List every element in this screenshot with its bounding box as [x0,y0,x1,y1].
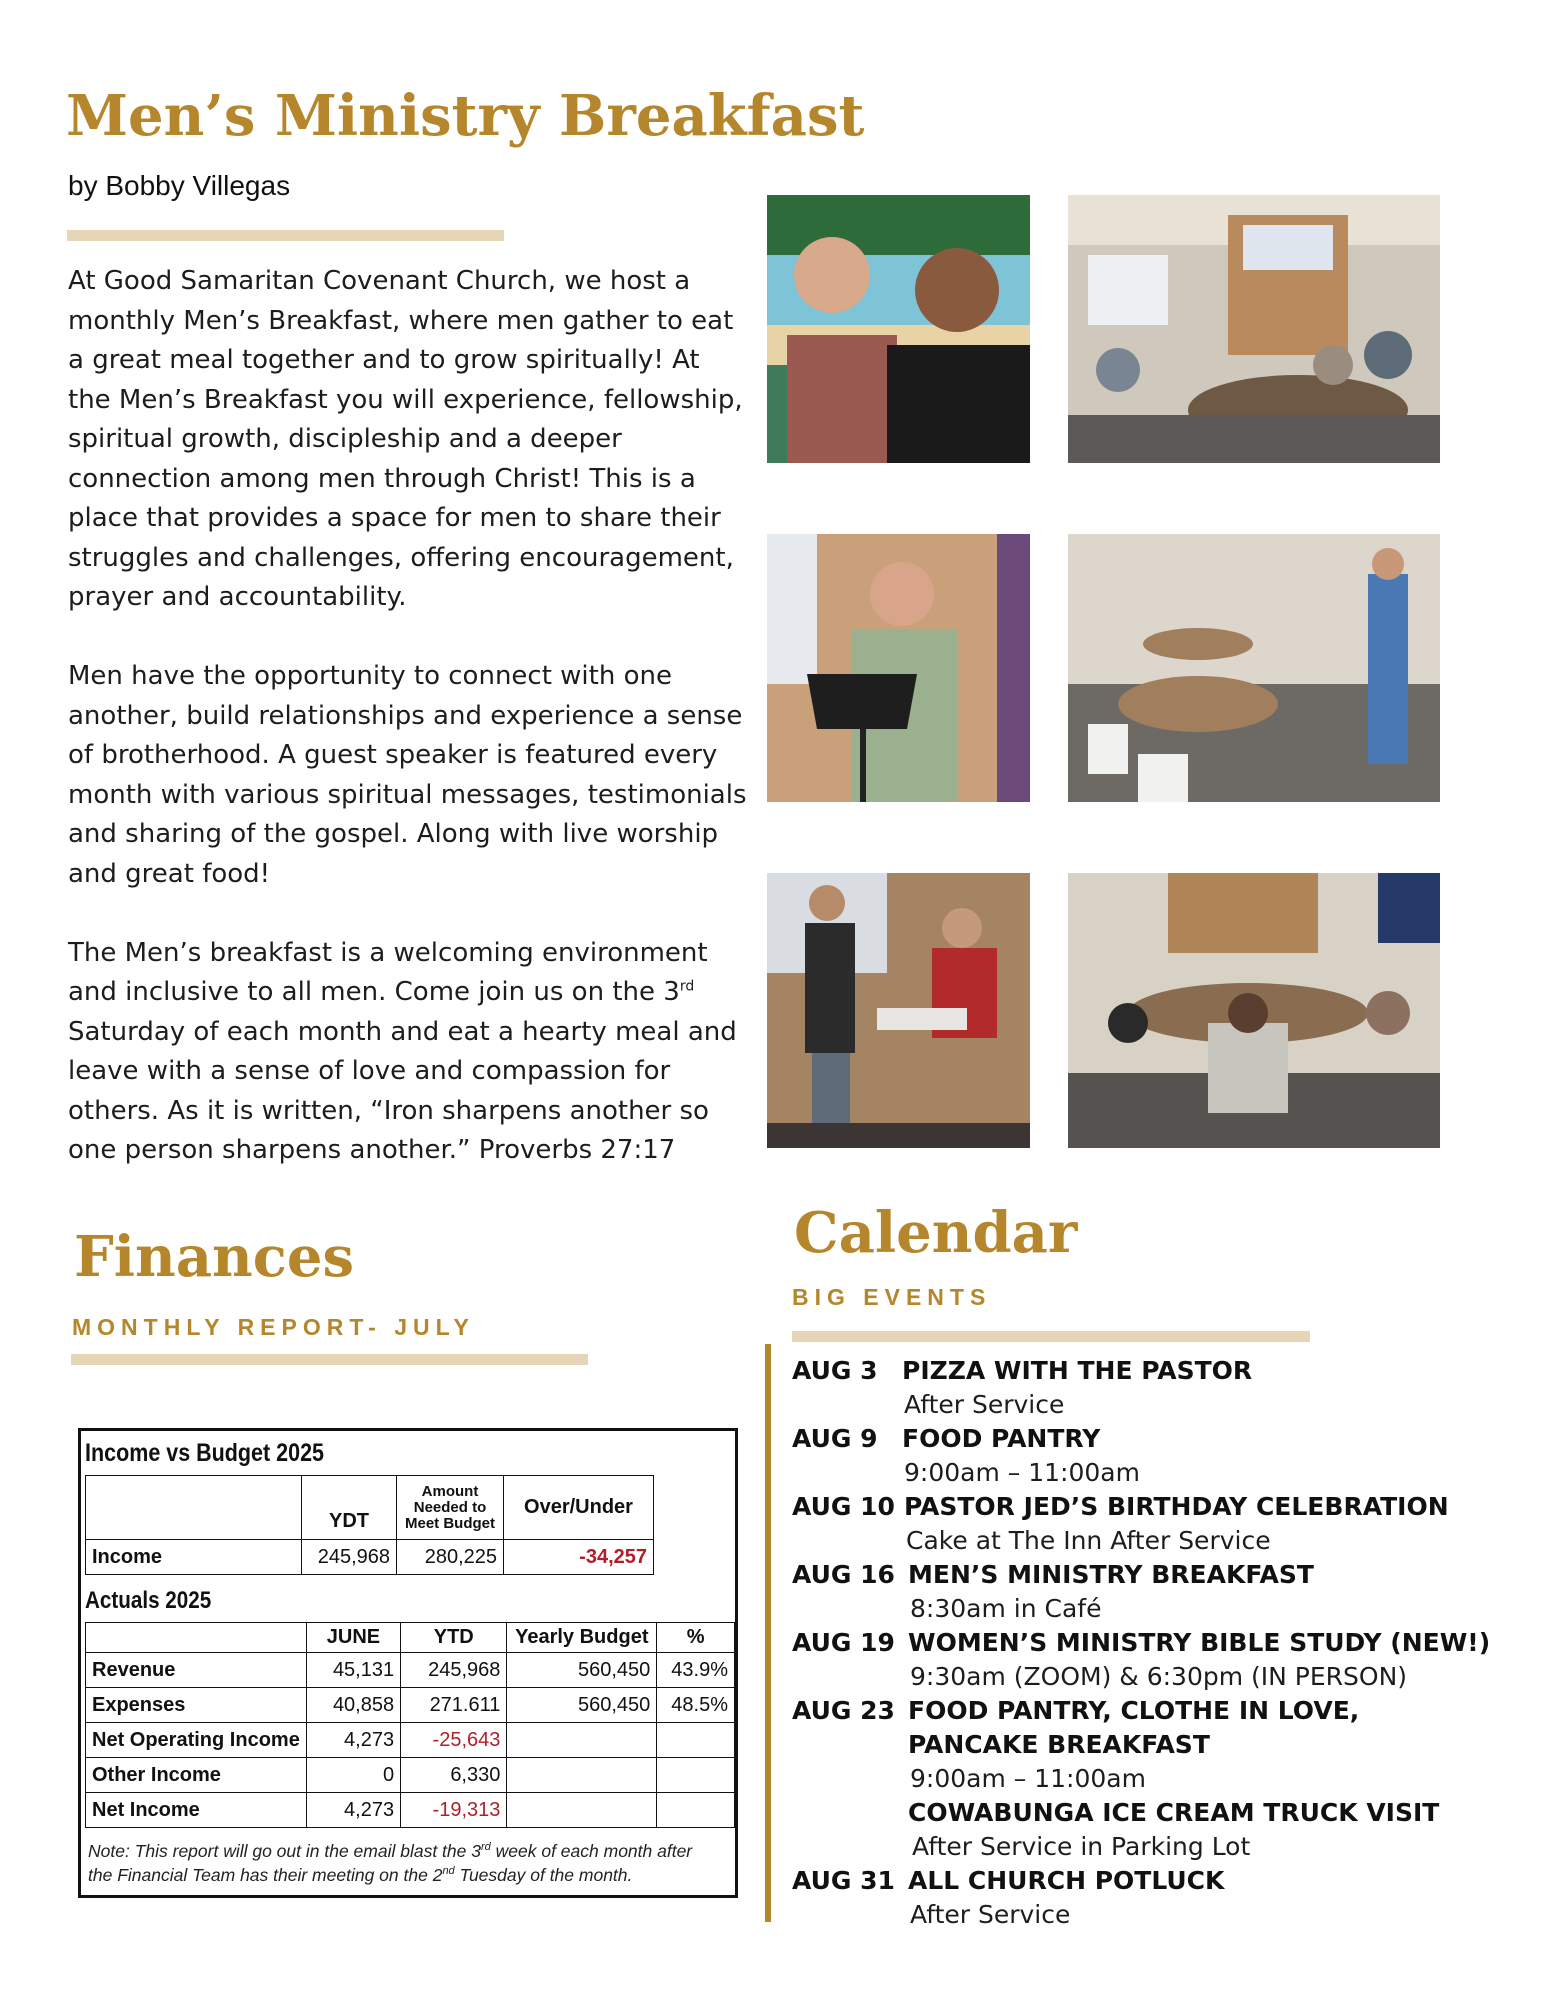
actuals-heading: Actuals 2025 [85,1587,212,1614]
event-title: PANCAKE BREAKFAST [908,1730,1210,1759]
row-june: 0 [306,1758,400,1793]
finances-divider [71,1354,588,1365]
col-needed: Amount Needed to Meet Budget [397,1476,504,1540]
income-label: Income [86,1540,302,1575]
row-ytd: -19,313 [401,1793,507,1828]
row-yearly [507,1758,657,1793]
col-ytd: YTD [401,1623,507,1653]
row-percent: 43.9% [657,1653,735,1688]
event-details: After Service [910,1900,1071,1929]
actuals-row [86,1793,735,1828]
event-date: AUG 3 [792,1356,878,1385]
ministry-article [68,262,748,1210]
row-june: 45,131 [306,1653,400,1688]
row-yearly [507,1793,657,1828]
event-details: 8:30am in Café [910,1594,1102,1623]
row-ytd: 245,968 [401,1653,507,1688]
row-percent: 48.5% [657,1688,735,1723]
photo-worship-band [767,873,1030,1148]
income-ydt: 245,968 [302,1540,397,1575]
ministry-paragraph-2: Men have the opportunity to connect with one another, build relationships and experience a sense of brotherhood. A guest speaker is featured every month with various spiritual messages, testimonials and sharing of the gospel. Along with live worship and great food! [68,661,747,889]
row-ytd: -25,643 [401,1723,507,1758]
event-date: AUG 16 [792,1560,895,1589]
col-ydt: YDT [302,1476,397,1540]
budget-table [85,1475,654,1575]
photo-fellowship-hall-seated [1068,195,1440,463]
col-over-under: Over/Under [504,1476,654,1540]
row-june: 4,273 [306,1793,400,1828]
col-percent: % [657,1623,735,1653]
photo-men-standing-worship [1068,534,1440,802]
actuals-row [86,1688,735,1723]
event-title: PASTOR JED’S BIRTHDAY CELEBRATION [904,1492,1449,1521]
photo-men-at-tables [1068,873,1440,1148]
actuals-table [85,1622,735,1828]
event-date: AUG 23 [792,1696,895,1725]
row-label: Expenses [86,1688,307,1723]
ministry-paragraph-3: The Men’s breakfast is a welcoming environment and inclusive to all men. Come join us on the 3rd Saturday of each month and eat a hearty meal and leave with a sense of love and compassion for others. As it is written, “Iron sharpens another so one person sharpens another.” Proverbs 27:17 [68,937,737,1165]
row-label: Other Income [86,1758,307,1793]
calendar-event [792,1864,1512,1932]
calendar-events [792,1354,1512,1932]
row-label: Revenue [86,1653,307,1688]
event-details: After Service in Parking Lot [912,1832,1251,1861]
event-title: COWABUNGA ICE CREAM TRUCK VISIT [908,1798,1440,1827]
row-percent [657,1758,735,1793]
row-percent [657,1723,735,1758]
row-percent [657,1793,735,1828]
col-yearly-budget: Yearly Budget [507,1623,657,1653]
photo-speaker-at-lectern [767,534,1030,802]
event-details: After Service [904,1390,1065,1419]
ministry-title: Men’s Ministry Breakfast [66,83,865,149]
event-title: PIZZA WITH THE PASTOR [902,1356,1253,1385]
col-june: JUNE [306,1623,400,1653]
event-title: FOOD PANTRY [902,1424,1101,1453]
actuals-row [86,1723,735,1758]
event-title: FOOD PANTRY, CLOTHE IN LOVE, [908,1696,1360,1725]
row-june: 4,273 [306,1723,400,1758]
finances-subtitle: MONTHLY REPORT- JULY [72,1314,475,1340]
calendar-event [792,1490,1512,1558]
event-date: AUG 31 [792,1866,895,1895]
row-label: Net Operating Income [86,1723,307,1758]
calendar-divider [792,1331,1310,1342]
event-details: 9:00am – 11:00am [904,1458,1140,1487]
row-yearly [507,1723,657,1758]
row-june: 40,858 [306,1688,400,1723]
actuals-row [86,1758,735,1793]
ministry-divider [67,230,504,241]
event-title: MEN’S MINISTRY BREAKFAST [908,1560,1314,1589]
income-over-under: -34,257 [504,1540,654,1575]
calendar-title: Calendar [794,1200,1078,1266]
event-title: ALL CHURCH POTLUCK [908,1866,1225,1895]
row-label: Net Income [86,1793,307,1828]
calendar-event [792,1354,1512,1422]
event-date: AUG 9 [792,1424,878,1453]
event-details: 9:30am (ZOOM) & 6:30pm (IN PERSON) [910,1662,1408,1691]
calendar-event [792,1694,1512,1864]
row-ytd: 271.611 [401,1688,507,1723]
ministry-paragraph-1: At Good Samaritan Covenant Church, we host a monthly Men’s Breakfast, where men gather to eat a great meal together and to grow spiritually! At the Men’s Breakfast you will experience, fellowship, spiritual growth, discipleship and a deeper connection among men through Christ! This is a place that provides a space for men to share their struggles and challenges, offering encouragement, prayer and accountability. [68,266,743,612]
income-needed: 280,225 [397,1540,504,1575]
ministry-byline: by Bobby Villegas [68,170,291,201]
calendar-accent-bar [765,1344,771,1922]
event-details: Cake at The Inn After Service [906,1526,1271,1555]
event-date: AUG 19 [792,1628,895,1657]
report-heading: Income vs Budget 2025 [85,1439,324,1467]
photo-two-men-selfie [767,195,1030,463]
event-date: AUG 10 [792,1492,895,1521]
event-title: WOMEN’S MINISTRY BIBLE STUDY (NEW!) [908,1628,1491,1657]
actuals-row [86,1653,735,1688]
finance-report [78,1428,738,1898]
event-details: 9:00am – 11:00am [910,1764,1146,1793]
calendar-event [792,1422,1512,1490]
row-ytd: 6,330 [401,1758,507,1793]
row-yearly: 560,450 [507,1653,657,1688]
finances-title: Finances [74,1224,354,1290]
calendar-event [792,1626,1512,1694]
row-yearly: 560,450 [507,1688,657,1723]
report-note: Note: This report will go out in the email blast the 3rd week of each month after the Financial Team has their meeting on the 2nd Tuesday of the month. [88,1841,693,1885]
calendar-event [792,1558,1512,1626]
calendar-subtitle: BIG EVENTS [792,1284,992,1310]
